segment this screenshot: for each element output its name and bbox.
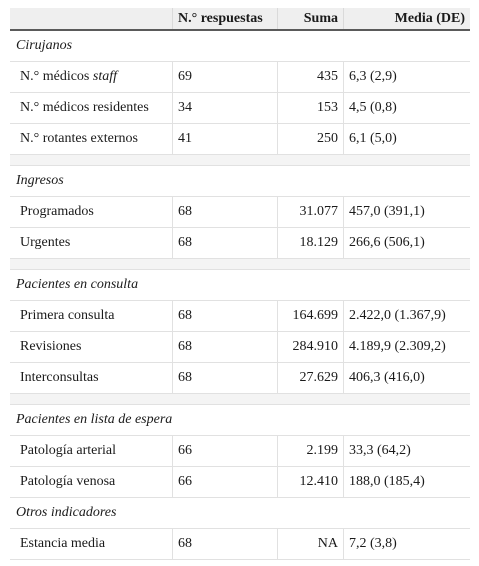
row-label: Urgentes [20, 235, 71, 250]
row-label-cell [10, 363, 173, 394]
table-row [10, 467, 470, 498]
row-label: Programados [20, 204, 94, 219]
section-divider [10, 259, 470, 270]
section-row [10, 166, 470, 197]
suma-cell: 12.410 [278, 467, 344, 498]
row-label: Patología venosa [20, 474, 116, 489]
media-cell: 266,6 (506,1) [344, 228, 471, 259]
section-divider-cell [10, 259, 470, 270]
suma-cell: 2.199 [278, 436, 344, 467]
table-row [10, 62, 470, 93]
row-label: N.° médicos [20, 69, 93, 84]
respuestas-cell: 68 [173, 332, 278, 363]
row-label: Interconsultas [20, 370, 99, 385]
respuestas-cell: 68 [173, 228, 278, 259]
section-row [10, 498, 470, 529]
header-label [10, 8, 173, 30]
suma-cell: 18.129 [278, 228, 344, 259]
row-label-emphasis: staff [92, 69, 117, 84]
respuestas-cell: 68 [173, 363, 278, 394]
row-label-cell [10, 197, 173, 228]
row-label-cell [10, 93, 173, 124]
row-label: Estancia media [20, 536, 106, 551]
media-cell: 4,5 (0,8) [344, 93, 471, 124]
row-label-cell [10, 301, 173, 332]
section-title: Pacientes en lista de espera [10, 405, 470, 436]
section-divider [10, 394, 470, 405]
suma-cell: 31.077 [278, 197, 344, 228]
media-cell: 6,1 (5,0) [344, 124, 471, 155]
data-table [10, 8, 470, 560]
header-respuestas: N.° respuestas [173, 8, 278, 30]
suma-cell: 27.629 [278, 363, 344, 394]
table-row [10, 529, 470, 560]
media-cell: 7,2 (3,8) [344, 529, 471, 560]
respuestas-cell: 69 [173, 62, 278, 93]
section-row [10, 405, 470, 436]
table-row [10, 93, 470, 124]
media-cell: 457,0 (391,1) [344, 197, 471, 228]
table-row [10, 124, 470, 155]
row-label: Patología arterial [20, 443, 117, 458]
table-row [10, 301, 470, 332]
table-row [10, 363, 470, 394]
respuestas-cell: 68 [173, 529, 278, 560]
section-title: Ingresos [10, 166, 470, 197]
row-label-cell [10, 228, 173, 259]
media-cell: 188,0 (185,4) [344, 467, 471, 498]
suma-cell: NA [278, 529, 344, 560]
table-row [10, 197, 470, 228]
media-cell: 33,3 (64,2) [344, 436, 471, 467]
row-label: N.° médicos residentes [20, 100, 149, 115]
media-cell: 4.189,9 (2.309,2) [344, 332, 471, 363]
section-divider-cell [10, 155, 470, 166]
section-title: Pacientes en consulta [10, 270, 470, 301]
suma-cell: 164.699 [278, 301, 344, 332]
suma-cell: 435 [278, 62, 344, 93]
section-row [10, 30, 470, 62]
table-row [10, 332, 470, 363]
row-label: Revisiones [20, 339, 82, 354]
table-header-row [10, 8, 470, 30]
row-label-cell [10, 124, 173, 155]
header-suma: Suma [278, 8, 344, 30]
respuestas-cell: 66 [173, 467, 278, 498]
header-media: Media (DE) [344, 8, 471, 30]
table-body [10, 30, 470, 560]
section-title: Cirujanos [10, 30, 470, 62]
section-divider [10, 155, 470, 166]
row-label-cell [10, 467, 173, 498]
suma-cell: 250 [278, 124, 344, 155]
respuestas-cell: 34 [173, 93, 278, 124]
media-cell: 2.422,0 (1.367,9) [344, 301, 471, 332]
media-cell: 6,3 (2,9) [344, 62, 471, 93]
suma-cell: 153 [278, 93, 344, 124]
respuestas-cell: 68 [173, 301, 278, 332]
respuestas-cell: 41 [173, 124, 278, 155]
suma-cell: 284.910 [278, 332, 344, 363]
row-label-cell [10, 62, 173, 93]
table-row [10, 228, 470, 259]
row-label-cell [10, 436, 173, 467]
table-row [10, 436, 470, 467]
section-row [10, 270, 470, 301]
row-label: Primera consulta [20, 308, 115, 323]
section-title: Otros indicadores [10, 498, 470, 529]
respuestas-cell: 66 [173, 436, 278, 467]
respuestas-cell: 68 [173, 197, 278, 228]
media-cell: 406,3 (416,0) [344, 363, 471, 394]
section-divider-cell [10, 394, 470, 405]
row-label-cell [10, 332, 173, 363]
row-label-cell [10, 529, 173, 560]
row-label: N.° rotantes externos [20, 131, 138, 146]
